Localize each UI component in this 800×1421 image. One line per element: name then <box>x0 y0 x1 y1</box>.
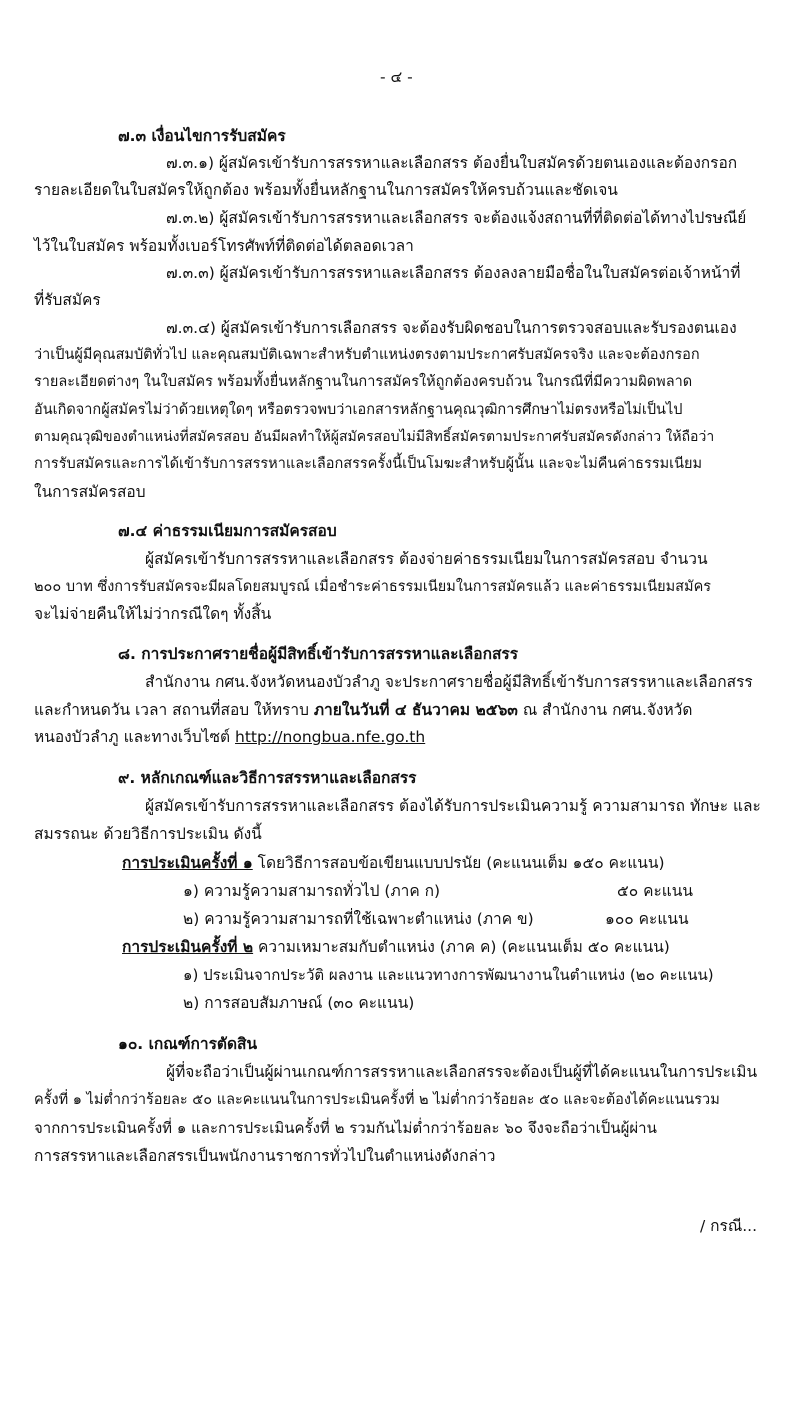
s8-line3 <box>34 726 425 748</box>
s8-line1: สำนักงาน กศน.จังหวัดหนองบัวลำภู จะประกาศรายชื่อผู้มีสิทธิ์เข้ารับการสรรหาและเลือกสรร <box>145 673 753 691</box>
s73-p4-line2: ว่าเป็นผู้มีคุณสมบัติทั่วไป และคุณสมบัติเฉพาะสำหรับตำแหน่งตรงตามประกาศรับสมัครจริง และจะต้องกรอก <box>34 347 700 363</box>
s9-item2: ๒) ความรู้ความสามารถที่ใช้เฉพาะตำแหน่ง (ภาค ข) <box>183 910 534 928</box>
s73-p1-line2: รายละเอียดในใบสมัครให้ถูกต้อง พร้อมทั้งยื่นหลักฐานในการสมัครให้ครบถ้วนและชัดเจน <box>34 181 618 199</box>
s10-line1: ผู้ที่จะถือว่าเป็นผู้ผ่านเกณฑ์การสรรหาและเลือกสรรจะต้องเป็นผู้ที่ได้คะแนนในการประเมิน <box>166 1063 758 1081</box>
s9-eval2-label: การประเมินครั้งที่ ๒ <box>122 938 254 956</box>
s74-line2: ๒๐๐ บาท ซึ่งการรับสมัครจะมีผลโดยสมบูรณ์ เมื่อชำระค่าธรรมเนียมในการสมัครแล้ว และค่าธรรมเนียมสมัคร <box>34 579 712 595</box>
s10-line2: ครั้งที่ ๑ ไม่ต่ำกว่าร้อยละ ๕๐ และคะแนนในการประเมินครั้งที่ ๒ ไม่ต่ำกว่าร้อยละ ๕๐ และจะต้องได้คะแนนรวม <box>34 1092 720 1108</box>
s73-p4-line3: รายละเอียดต่างๆ ในใบสมัคร พร้อมทั้งยื่นหลักฐานในการสมัครให้ถูกต้องครบถ้วน ในกรณีที่มีความผิดพลาด <box>34 374 693 390</box>
s9-eval1-label: การประเมินครั้งที่ ๑ <box>122 854 253 872</box>
website-link[interactable]: http://nongbua.nfe.go.th <box>235 728 426 746</box>
s73-p3-line2: ที่รับสมัคร <box>34 291 101 309</box>
section-9-heading: ๙. หลักเกณฑ์และวิธีการสรรหาและเลือกสรร <box>118 769 417 787</box>
s73-p4-line6: การรับสมัครและการได้เข้ารับการสรรหาและเลือกสรรครั้งนี้เป็นโมฆะสำหรับผู้นั้น และจะไม่คืนค่าธรรมเนียม <box>34 456 703 472</box>
s8-line3-a: หนองบัวลำภู และทางเว็บไซต์ <box>34 728 236 746</box>
section-8-heading: ๘. การประกาศรายชื่อผู้มีสิทธิ์เข้ารับการสรรหาและเลือกสรร <box>118 645 519 663</box>
s9-line2: สมรรถนะ ด้วยวิธีการประเมิน ดังนี้ <box>34 825 262 843</box>
continuation-marker: / กรณี... <box>700 1217 758 1235</box>
s9-item4: ๒) การสอบสัมภาษณ์ (๓๐ คะแนน) <box>183 994 415 1012</box>
s73-p4-line7: ในการสมัครสอบ <box>34 483 146 501</box>
s9-item1: ๑) ความรู้ความสามารถทั่วไป (ภาค ก) <box>183 882 441 900</box>
s73-p2-line1: ๗.๓.๒) ผู้สมัครเข้ารับการสรรหาและเลือกสรร จะต้องแจ้งสถานที่ที่ติดต่อได้ทางไปรษณีย์ <box>166 209 747 227</box>
s74-line1: ผู้สมัครเข้ารับการสรรหาและเลือกสรร ต้องจ่ายค่าธรรมเนียมในการสมัครสอบ จำนวน <box>145 550 708 568</box>
section-10-heading: ๑๐. เกณฑ์การตัดสิน <box>118 1035 258 1053</box>
s9-eval2 <box>122 936 670 958</box>
section-7-4-heading: ๗.๔ ค่าธรรมเนียมการสมัครสอบ <box>118 522 337 540</box>
s73-p2-line2: ไว้ในใบสมัคร พร้อมทั้งเบอร์โทรศัพท์ที่ติดต่อได้ตลอดเวลา <box>34 237 414 255</box>
s74-line3: จะไม่จ่ายคืนให้ไม่ว่ากรณีใดๆ ทั้งสิ้น <box>34 605 272 623</box>
s9-item3: ๑) ประเมินจากประวัติ ผลงาน และแนวทางการพัฒนางานในตำแหน่ง (๒๐ คะแนน) <box>183 966 714 984</box>
s9-eval2-rest: ความเหมาะสมกับตำแหน่ง (ภาค ค) (คะแนนเต็ม ๕๐ คะแนน) <box>253 938 670 956</box>
s8-line2-a: และกำหนดวัน เวลา สถานที่สอบ ให้ทราบ <box>34 701 314 719</box>
s9-line1: ผู้สมัครเข้ารับการสรรหาและเลือกสรร ต้องได้รับการประเมินความรู้ ความสามารถ ทักษะ และ <box>145 797 761 815</box>
s10-line3: จากการประเมินครั้งที่ ๑ และการประเมินครั้งที่ ๒ รวมกันไม่ต่ำกว่าร้อยละ ๖๐ จึงจะถือว่าเป็นผู้ผ่าน <box>34 1119 657 1137</box>
s73-p3-line1: ๗.๓.๓) ผู้สมัครเข้ารับการสรรหาและเลือกสรร ต้องลงลายมือชื่อในใบสมัครต่อเจ้าหน้าที่ <box>166 264 741 282</box>
s10-line4: การสรรหาและเลือกสรรเป็นพนักงานราชการทั่วไปในตำแหน่งดังกล่าว <box>34 1147 496 1165</box>
s73-p4-line5: ตามคุณวุฒิของตำแหน่งที่สมัครสอบ อันมีผลทำให้ผู้สมัครสอบไม่มีสิทธิ์สมัครตามประกาศรับสมัครดังกล่าว ให้ถือว่า <box>34 429 715 445</box>
s9-item2-score: ๑๐๐ คะแนน <box>605 910 689 928</box>
s8-line2-c: ณ สำนักงาน กศน.จังหวัด <box>517 701 693 719</box>
section-7-3-heading: ๗.๓ เงื่อนไขการรับสมัคร <box>118 127 286 145</box>
page-number: - ๔ - <box>380 68 413 86</box>
s73-p1-line1: ๗.๓.๑) ผู้สมัครเข้ารับการสรรหาและเลือกสรร ต้องยื่นใบสมัครด้วยตนเองและต้องกรอก <box>166 154 738 172</box>
s9-eval1 <box>122 852 665 874</box>
s73-p4-line4: อันเกิดจากผู้สมัครไม่ว่าด้วยเหตุใดๆ หรือตรวจพบว่าเอกสารหลักฐานคุณวุฒิการศึกษาไม่ตรงหรือไม่เป็นไป <box>34 402 683 418</box>
s8-line2 <box>34 699 692 721</box>
s8-deadline: ภายในวันที่ ๔ ธันวาคม ๒๕๖๓ <box>313 701 518 719</box>
s9-eval1-rest: โดยวิธีการสอบข้อเขียนแบบปรนัย (คะแนนเต็ม ๑๕๐ คะแนน) <box>252 854 665 872</box>
s9-item1-score: ๕๐ คะแนน <box>617 882 693 900</box>
s73-p4-line1: ๗.๓.๔) ผู้สมัครเข้ารับการเลือกสรร จะต้องรับผิดชอบในการตรวจสอบและรับรองตนเอง <box>166 319 737 337</box>
